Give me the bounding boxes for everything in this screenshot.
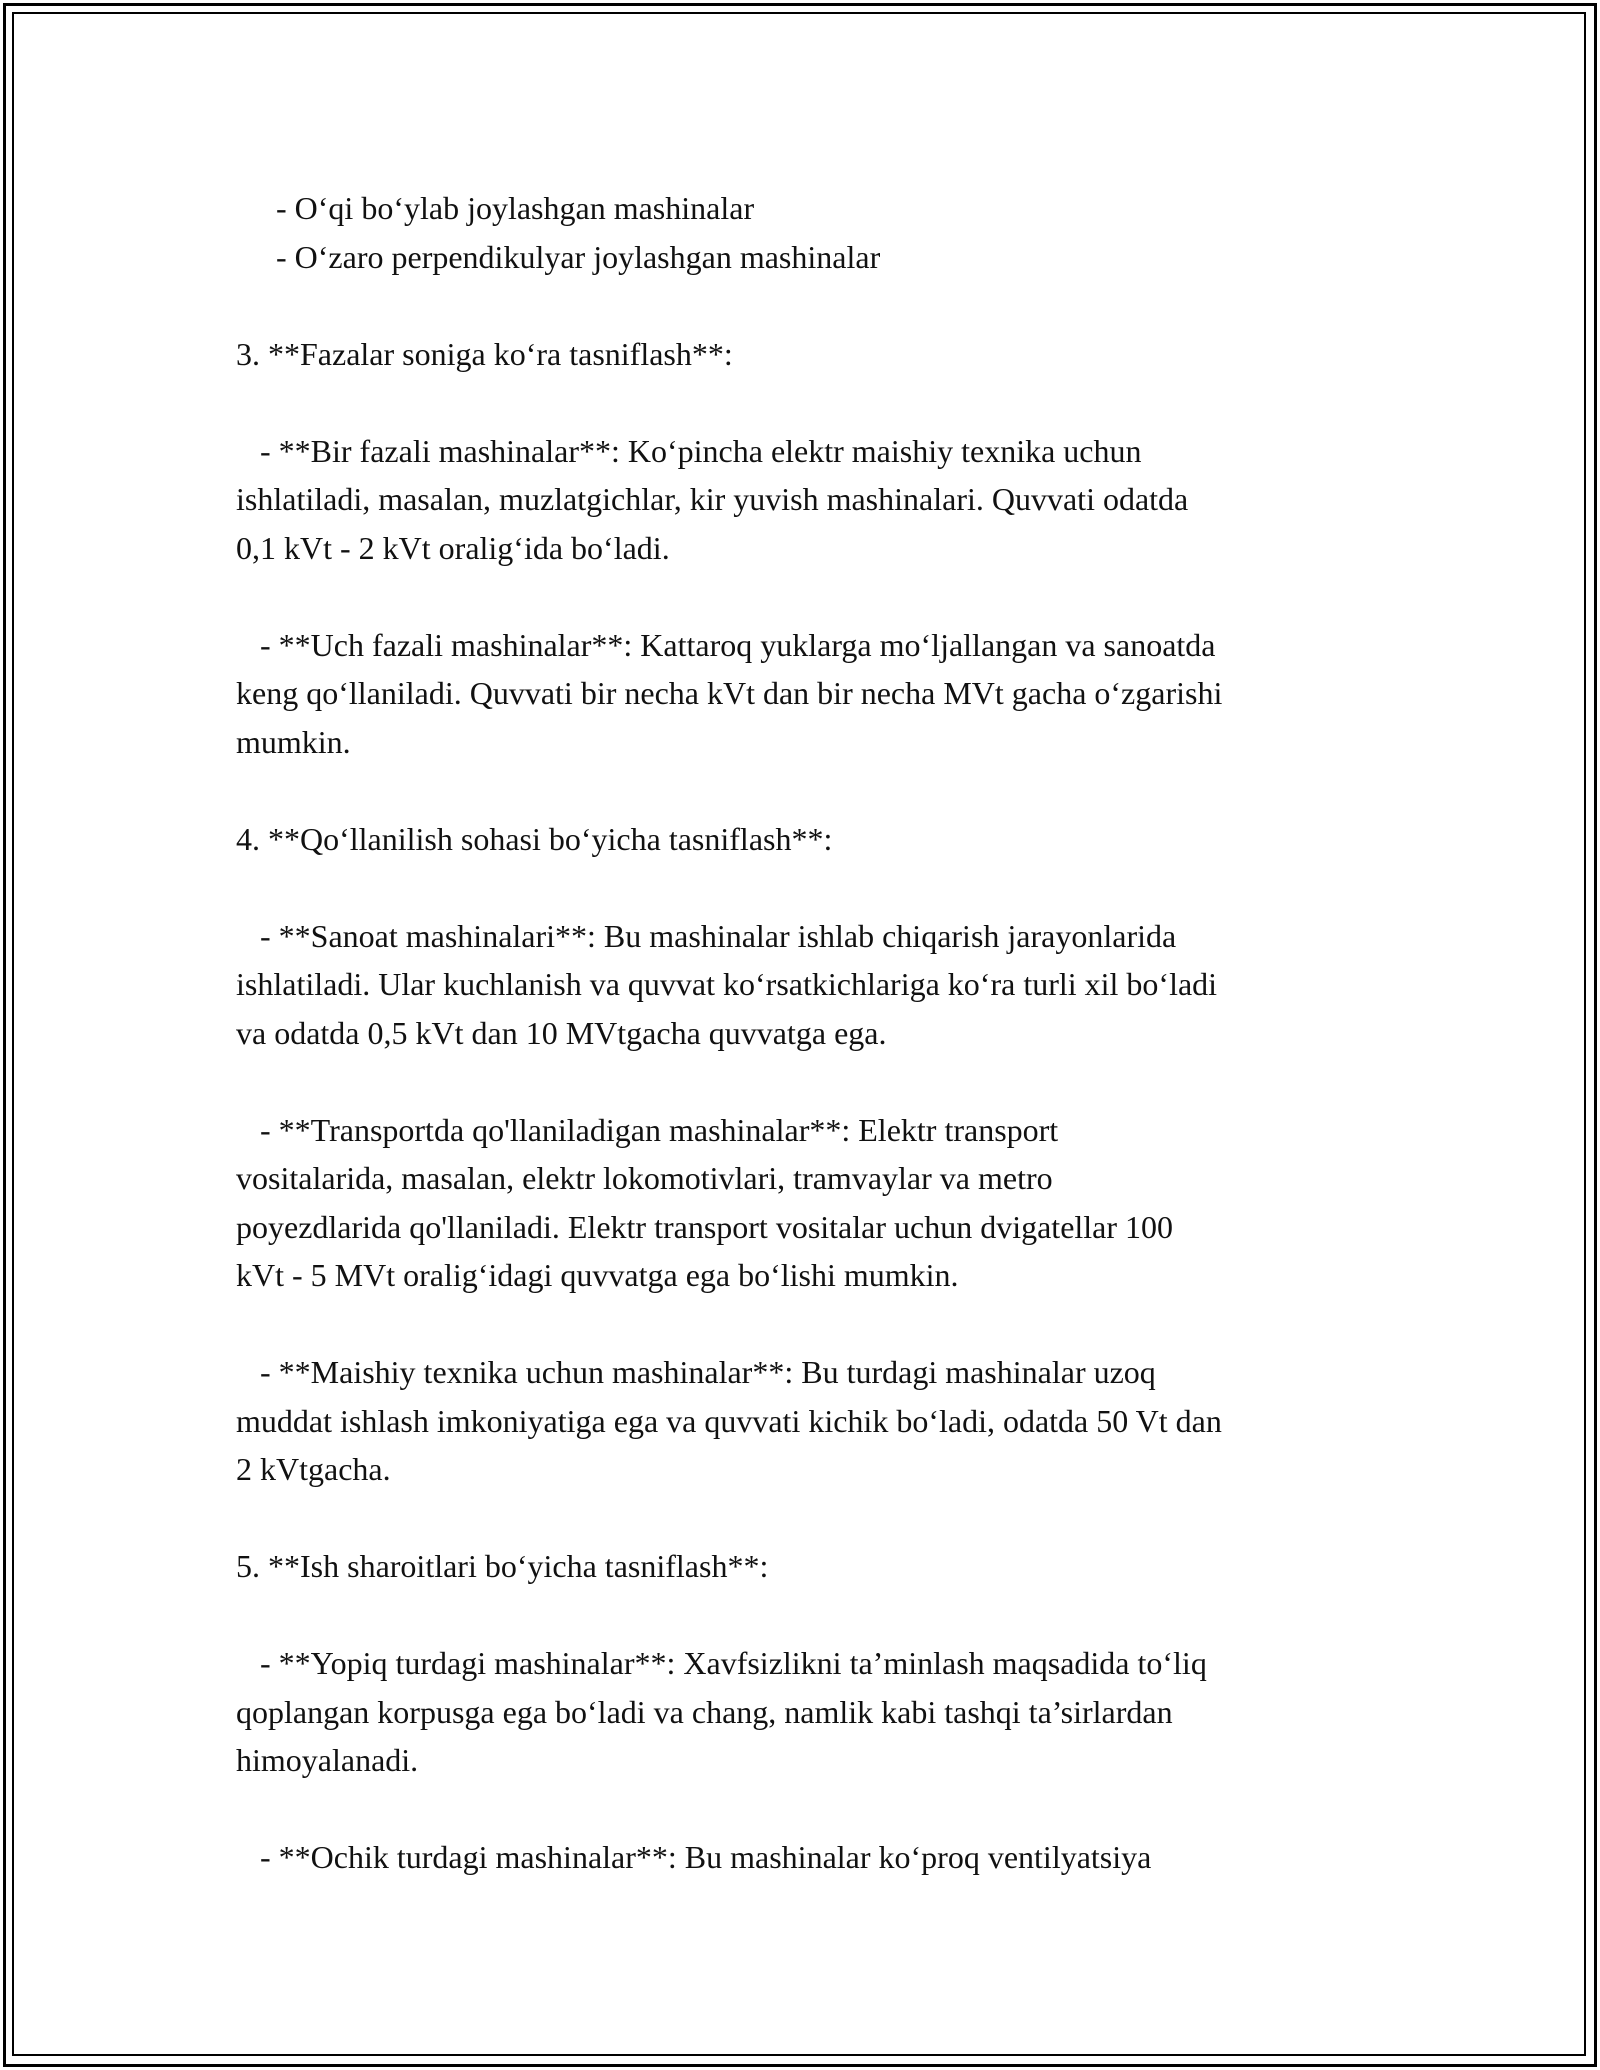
document-line bbox=[236, 863, 1386, 912]
document-line bbox=[236, 1057, 1386, 1106]
document-line: - O‘qi bo‘ylab joylashgan mashinalar bbox=[236, 190, 755, 226]
document-line: - **Transportda qo'llaniladigan mashinalar**: Elektr transport bbox=[236, 1111, 1059, 1148]
document-line: - **Uch fazali mashinalar**: Kattaroq yuklarga mo‘ljallangan va sanoatda bbox=[236, 626, 1216, 663]
document-line: - **Ochik turdagi mashinalar**: Bu mashinalar ko‘proq ventilyatsiya bbox=[236, 1839, 1152, 1875]
document-line: qoplangan korpusga ega bo‘ladi va chang, namlik kabi tashqi ta’sirlardan bbox=[236, 1693, 1173, 1730]
document-line: keng qo‘llaniladi. Quvvati bir necha kVt dan bir necha MVt gacha o‘zgarishi bbox=[236, 675, 1223, 711]
document-line bbox=[236, 1300, 1386, 1349]
document-line: va odatda 0,5 kVt dan 10 MVtgacha quvvatga ega. bbox=[236, 1014, 887, 1051]
document-line: himoyalanadi. bbox=[236, 1742, 419, 1778]
document-line bbox=[236, 281, 1386, 330]
document-line: mumkin. bbox=[236, 723, 351, 760]
document-body bbox=[236, 184, 1386, 1882]
document-line bbox=[236, 1785, 1386, 1834]
document-line: 3. **Fazalar soniga ko‘ra tasniflash**: bbox=[236, 335, 733, 372]
document-line: muddat ishlash imkoniyatiga ega va quvvati kichik bo‘ladi, odatda 50 Vt dan bbox=[236, 1402, 1222, 1439]
document-line bbox=[236, 1494, 1386, 1543]
document-line bbox=[236, 1591, 1386, 1640]
document-line bbox=[236, 572, 1386, 621]
document-line: - **Yopiq turdagi mashinalar**: Xavfsizlikni ta’minlash maqsadida to‘liq bbox=[236, 1645, 1207, 1681]
document-line: - **Sanoat mashinalari**: Bu mashinalar ishlab chiqarish jarayonlarida bbox=[236, 917, 1177, 954]
document-line: ishlatiladi, masalan, muzlatgichlar, kir yuvish mashinalari. Quvvati odatda bbox=[236, 481, 1189, 517]
document-line: vositalarida, masalan, elektr lokomotivlari, tramvaylar va metro bbox=[236, 1160, 1053, 1196]
document-line: - O‘zaro perpendikulyar joylashgan mashinalar bbox=[236, 238, 881, 275]
document-line: poyezdlarida qo'llaniladi. Elektr transport vositalar uchun dvigatellar 100 bbox=[236, 1208, 1174, 1245]
document-line: 5. **Ish sharoitlari bo‘yicha tasniflash**: bbox=[236, 1548, 769, 1584]
document-line: ishlatiladi. Ular kuchlanish va quvvat ko‘rsatkichlariga ko‘ra turli xil bo‘ladi bbox=[236, 966, 1218, 1002]
document-line bbox=[236, 766, 1386, 815]
document-line: 4. **Qo‘llanilish sohasi bo‘yicha tasniflash**: bbox=[236, 820, 833, 857]
document-line: kVt - 5 MVt oralig‘idagi quvvatga ega bo‘lishi mumkin. bbox=[236, 1257, 959, 1293]
document-line: - **Bir fazali mashinalar**: Ko‘pincha elektr maishiy texnika uchun bbox=[236, 432, 1142, 469]
document-line: 0,1 kVt - 2 kVt oralig‘ida bo‘ladi. bbox=[236, 529, 670, 566]
document-line bbox=[236, 378, 1386, 427]
document-line: - **Maishiy texnika uchun mashinalar**: Bu turdagi mashinalar uzoq bbox=[236, 1354, 1156, 1390]
document-line: 2 kVtgacha. bbox=[236, 1451, 391, 1487]
